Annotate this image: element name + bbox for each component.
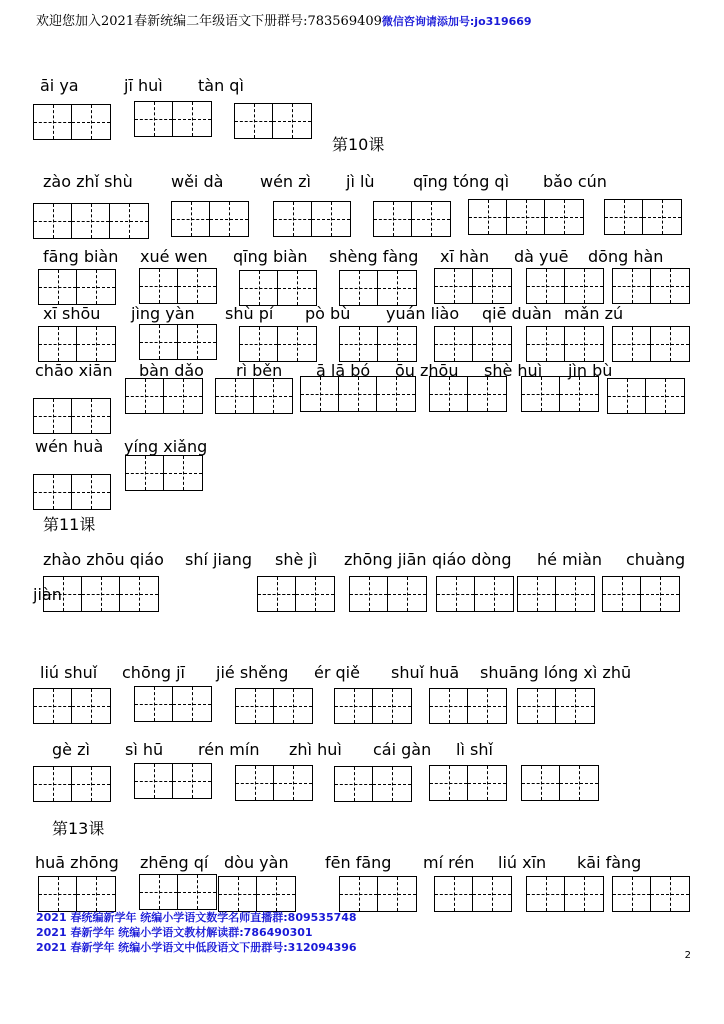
writing-cell — [507, 200, 545, 234]
character-grid — [429, 376, 507, 412]
page-number: 2 — [684, 950, 691, 961]
character-grid — [235, 765, 313, 801]
footer-line-1: 2021 春统编新学年 统编小学语文数学名师直播群:809535748 — [36, 911, 357, 924]
writing-cell — [254, 379, 292, 413]
writing-cell — [240, 271, 278, 305]
writing-cell — [39, 877, 77, 911]
pinyin-label: fēn fāng — [325, 853, 392, 872]
writing-cell — [72, 767, 110, 801]
pinyin-label: xī hàn — [440, 247, 490, 266]
writing-cell — [468, 377, 506, 411]
writing-cell — [651, 269, 689, 303]
pinyin-label: liú xīn — [498, 853, 547, 872]
writing-cell — [518, 689, 556, 723]
writing-cell — [240, 327, 278, 361]
pinyin-label: jìng yàn — [131, 304, 195, 323]
writing-cell — [140, 325, 178, 359]
writing-cell — [565, 877, 603, 911]
writing-cell — [560, 377, 598, 411]
writing-cell — [235, 104, 273, 138]
character-grid — [38, 269, 116, 305]
writing-cell — [468, 689, 506, 723]
writing-cell — [377, 377, 415, 411]
pinyin-label: wěi dà — [171, 172, 224, 191]
character-grid — [300, 376, 416, 412]
character-grid — [526, 876, 604, 912]
page-header — [36, 10, 532, 29]
writing-cell — [278, 327, 316, 361]
writing-cell — [72, 204, 110, 238]
pinyin-label: bǎo cún — [543, 172, 607, 191]
writing-cell — [605, 200, 643, 234]
pinyin-label: chāo xiān — [35, 361, 113, 380]
writing-cell — [39, 270, 77, 304]
character-grid — [612, 876, 690, 912]
writing-cell — [120, 577, 158, 611]
pinyin-label: zào zhǐ shù — [43, 172, 133, 191]
writing-cell — [257, 877, 295, 911]
lesson-heading: 第11课 — [43, 515, 96, 534]
character-grid — [436, 576, 514, 612]
writing-cell — [473, 327, 511, 361]
pinyin-label: xué wen — [140, 247, 208, 266]
pinyin-label: shù pí — [225, 304, 274, 323]
writing-cell — [565, 269, 603, 303]
writing-cell — [651, 327, 689, 361]
pinyin-label: pò bù — [305, 304, 351, 323]
writing-cell — [473, 269, 511, 303]
character-grid — [218, 876, 296, 912]
pinyin-label: shí jiang — [185, 550, 252, 569]
pinyin-label: qīng biàn — [233, 247, 308, 266]
writing-cell — [340, 327, 378, 361]
pinyin-label: qiē duàn — [482, 304, 552, 323]
character-grid — [521, 765, 599, 801]
writing-cell — [522, 766, 560, 800]
writing-cell — [339, 377, 377, 411]
character-grid — [429, 688, 507, 724]
pinyin-label: gè zì — [52, 740, 90, 759]
writing-cell — [527, 877, 565, 911]
writing-cell — [274, 202, 312, 236]
pinyin-label: liú shuǐ — [40, 663, 98, 682]
writing-cell — [34, 475, 72, 509]
writing-cell — [437, 577, 475, 611]
character-grid — [139, 874, 217, 910]
pinyin-label: chōng jī — [122, 663, 185, 682]
writing-cell — [273, 104, 311, 138]
character-grid — [239, 270, 317, 306]
writing-cell — [274, 766, 312, 800]
pinyin-label: shuāng lóng xì zhū — [480, 663, 632, 682]
writing-cell — [236, 689, 274, 723]
pinyin-label: xī shōu — [43, 304, 101, 323]
writing-cell — [178, 325, 216, 359]
writing-cell — [518, 577, 556, 611]
writing-cell — [126, 379, 164, 413]
footer-line-3: 2021 春新学年 统编小学语文中低段语文下册群号:312094396 — [36, 941, 357, 954]
character-grid — [604, 199, 682, 235]
character-grid — [239, 326, 317, 362]
pinyin-label: shuǐ huā — [391, 663, 460, 682]
writing-cell — [77, 327, 115, 361]
writing-cell — [378, 271, 416, 305]
pinyin-label: jiàn — [33, 585, 62, 604]
pinyin-label: chuàng — [626, 550, 686, 569]
pinyin-label: mí rén — [423, 853, 475, 872]
writing-cell — [378, 327, 416, 361]
writing-cell — [613, 877, 651, 911]
character-grid — [517, 688, 595, 724]
pinyin-label: shèng fàng — [329, 247, 419, 266]
writing-cell — [641, 577, 679, 611]
writing-cell — [335, 689, 373, 723]
writing-cell — [340, 877, 378, 911]
character-grid — [33, 688, 111, 724]
writing-cell — [216, 379, 254, 413]
character-grid — [612, 326, 690, 362]
character-grid — [339, 876, 417, 912]
pinyin-label: qīng tóng qì — [413, 172, 510, 191]
character-grid — [235, 688, 313, 724]
character-grid — [171, 201, 249, 237]
writing-cell — [164, 456, 202, 490]
pinyin-label: zhōng jiān — [344, 550, 427, 569]
character-grid — [273, 201, 351, 237]
pinyin-label: dōng hàn — [588, 247, 664, 266]
character-grid — [139, 268, 217, 304]
writing-cell — [34, 689, 72, 723]
writing-cell — [126, 456, 164, 490]
character-grid — [334, 766, 412, 802]
pinyin-label: hé miàn — [537, 550, 603, 569]
character-grid — [429, 765, 507, 801]
writing-cell — [34, 399, 72, 433]
writing-cell — [164, 379, 202, 413]
writing-cell — [435, 269, 473, 303]
character-grid — [468, 199, 584, 235]
writing-cell — [301, 377, 339, 411]
character-grid — [434, 326, 512, 362]
writing-cell — [135, 102, 173, 136]
pinyin-label: zhēng qí — [140, 853, 209, 872]
pinyin-label: ā lā bó — [316, 361, 371, 380]
writing-cell — [219, 877, 257, 911]
pinyin-label: ér qiě — [314, 663, 360, 682]
character-grid — [339, 270, 417, 306]
character-grid — [33, 398, 111, 434]
character-grid — [434, 268, 512, 304]
writing-cell — [646, 379, 684, 413]
writing-cell — [373, 767, 411, 801]
writing-cell — [545, 200, 583, 234]
header-group-text: 欢迎您加入2021春新统编二年级语文下册群号:783569409 — [36, 14, 382, 29]
writing-cell — [430, 766, 468, 800]
writing-cell — [435, 877, 473, 911]
writing-cell — [643, 200, 681, 234]
pinyin-label: bàn dǎo — [139, 361, 204, 380]
writing-cell — [34, 767, 72, 801]
writing-cell — [34, 105, 72, 139]
character-grid — [612, 268, 690, 304]
writing-cell — [312, 202, 350, 236]
writing-cell — [373, 689, 411, 723]
writing-cell — [82, 577, 120, 611]
writing-cell — [468, 766, 506, 800]
pinyin-label: yuán liào — [386, 304, 460, 323]
writing-cell — [72, 105, 110, 139]
pinyin-label: lì shǐ — [456, 740, 493, 759]
pinyin-label: dòu yàn — [224, 853, 289, 872]
character-grid — [33, 474, 111, 510]
writing-cell — [72, 399, 110, 433]
character-grid — [434, 876, 512, 912]
writing-cell — [473, 877, 511, 911]
character-grid — [134, 101, 212, 137]
pinyin-label: sì hū — [125, 740, 164, 759]
writing-cell — [77, 270, 115, 304]
writing-cell — [210, 202, 248, 236]
writing-cell — [135, 764, 173, 798]
writing-cell — [435, 327, 473, 361]
pinyin-label: dà yuē — [514, 247, 569, 266]
character-grid — [339, 326, 417, 362]
writing-cell — [34, 204, 72, 238]
character-grid — [215, 378, 293, 414]
writing-cell — [173, 764, 211, 798]
writing-cell — [603, 577, 641, 611]
writing-cell — [651, 877, 689, 911]
pinyin-label: fāng biàn — [43, 247, 119, 266]
pinyin-label: cái gàn — [373, 740, 432, 759]
writing-cell — [412, 202, 450, 236]
writing-cell — [172, 202, 210, 236]
pinyin-label: rén mín — [198, 740, 260, 759]
writing-cell — [173, 687, 211, 721]
pinyin-label: tàn qì — [198, 76, 244, 95]
header-contact: 微信咨询请添加号:jo319669 — [381, 15, 532, 28]
pinyin-label: jìn bù — [568, 361, 613, 380]
pinyin-label: qiáo dòng — [432, 550, 512, 569]
writing-cell — [613, 327, 651, 361]
character-grid — [602, 576, 680, 612]
footer-line-2: 2021 春新学年 统编小学语文教材解读群:786490301 — [36, 926, 313, 939]
pinyin-label: āi ya — [40, 76, 79, 95]
writing-cell — [140, 269, 178, 303]
writing-cell — [430, 377, 468, 411]
writing-cell — [72, 475, 110, 509]
writing-cell — [140, 875, 178, 909]
writing-cell — [335, 767, 373, 801]
character-grid — [33, 203, 149, 239]
writing-cell — [296, 577, 334, 611]
writing-cell — [527, 327, 565, 361]
lesson-heading: 第10课 — [332, 135, 385, 154]
pinyin-label: jié shěng — [216, 663, 289, 682]
writing-cell — [72, 689, 110, 723]
pinyin-label: jì lù — [346, 172, 375, 191]
writing-cell — [39, 327, 77, 361]
character-grid — [125, 455, 203, 491]
pinyin-label: jī huì — [124, 76, 163, 95]
writing-cell — [274, 689, 312, 723]
pinyin-label: yíng xiǎng — [124, 437, 208, 456]
writing-cell — [236, 766, 274, 800]
character-grid — [33, 104, 111, 140]
character-grid — [607, 378, 685, 414]
writing-cell — [469, 200, 507, 234]
character-grid — [517, 576, 595, 612]
character-grid — [521, 376, 599, 412]
character-grid — [234, 103, 312, 139]
writing-cell — [378, 877, 416, 911]
pinyin-label: rì běn — [236, 361, 283, 380]
character-grid — [334, 688, 412, 724]
writing-cell — [278, 271, 316, 305]
pinyin-label: huā zhōng — [35, 853, 119, 872]
pinyin-label: mǎn zú — [564, 304, 624, 323]
character-grid — [526, 326, 604, 362]
pinyin-label: zhào zhōu qiáo — [43, 550, 164, 569]
writing-cell — [350, 577, 388, 611]
character-grid — [38, 326, 116, 362]
pinyin-label: wén zì — [260, 172, 311, 191]
writing-cell — [608, 379, 646, 413]
writing-cell — [556, 577, 594, 611]
writing-cell — [430, 689, 468, 723]
writing-cell — [522, 377, 560, 411]
lesson-heading: 第13课 — [52, 819, 105, 838]
writing-cell — [556, 689, 594, 723]
character-grid — [139, 324, 217, 360]
character-grid — [38, 876, 116, 912]
writing-cell — [527, 269, 565, 303]
character-grid — [125, 378, 203, 414]
writing-cell — [565, 327, 603, 361]
character-grid — [349, 576, 427, 612]
pinyin-label: zhì huì — [289, 740, 342, 759]
writing-cell — [475, 577, 513, 611]
writing-cell — [173, 102, 211, 136]
writing-cell — [613, 269, 651, 303]
pinyin-label: ōu zhōu — [395, 361, 459, 380]
writing-cell — [340, 271, 378, 305]
character-grid — [134, 686, 212, 722]
writing-cell — [135, 687, 173, 721]
writing-cell — [178, 269, 216, 303]
character-grid — [134, 763, 212, 799]
pinyin-label: kāi fàng — [577, 853, 642, 872]
writing-cell — [388, 577, 426, 611]
character-grid — [33, 766, 111, 802]
character-grid — [257, 576, 335, 612]
writing-cell — [560, 766, 598, 800]
writing-cell — [374, 202, 412, 236]
writing-cell — [258, 577, 296, 611]
pinyin-label: shè jì — [275, 550, 318, 569]
character-grid — [373, 201, 451, 237]
character-grid — [526, 268, 604, 304]
pinyin-label: shè huì — [484, 361, 543, 380]
writing-cell — [77, 877, 115, 911]
writing-cell — [110, 204, 148, 238]
writing-cell — [178, 875, 216, 909]
pinyin-label: wén huà — [35, 437, 104, 456]
